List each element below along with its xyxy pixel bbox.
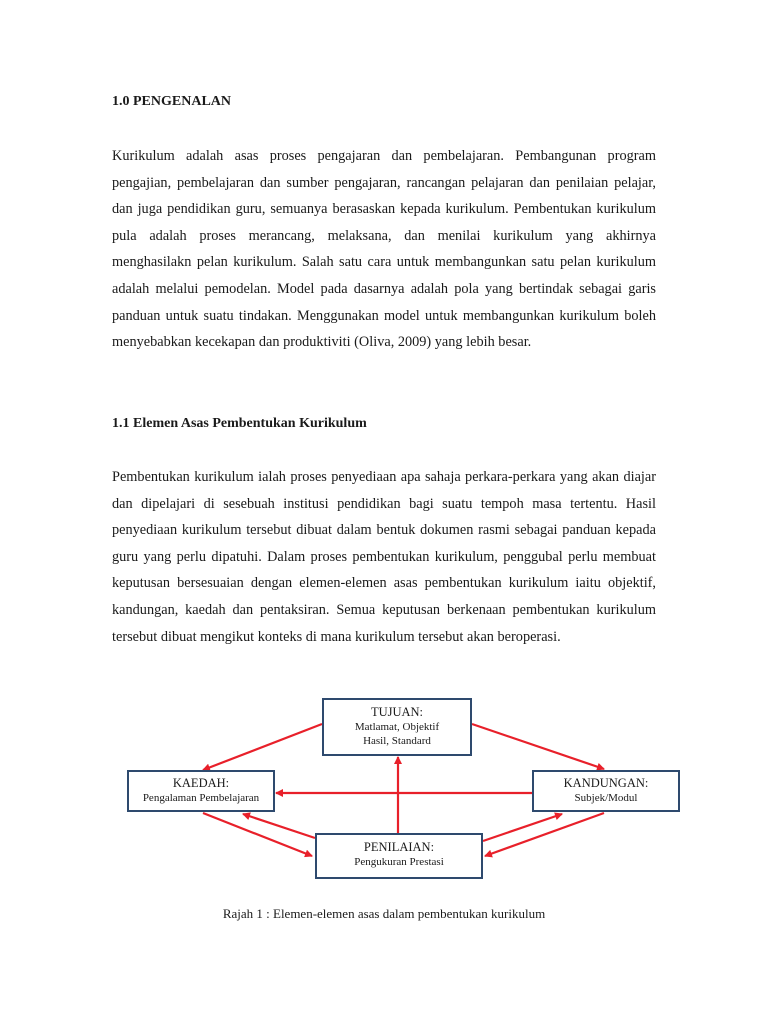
box-kandungan <box>532 770 680 812</box>
box-kandungan-line1: Subjek/Modul <box>574 792 638 804</box>
box-penilaian-line1: Pengukuran Prestasi <box>354 856 444 868</box>
arrow-tujuan-to-kaedah <box>203 724 322 770</box>
box-tujuan-line2: Hasil, Standard <box>363 735 431 747</box>
box-kaedah-line1: Pengalaman Pembelajaran <box>142 792 260 804</box>
box-kandungan-title: KANDUNGAN: <box>563 776 649 790</box>
box-kaedah-title: KAEDAH: <box>172 776 230 790</box>
arrow-tujuan-to-kandungan <box>472 724 604 769</box>
box-kaedah <box>127 770 275 812</box>
section-heading-elemen-asas: 1.1 Elemen Asas Pembentukan Kurikulum <box>112 416 367 431</box>
box-tujuan-line1: Matlamat, Objektif <box>354 721 440 733</box>
section-heading-pengenalan: 1.0 PENGENALAN <box>112 94 232 109</box>
box-penilaian-title: PENILAIAN: <box>363 840 435 854</box>
paragraph-pengenalan: Kurikulum adalah asas proses pengajaran dan pembelajaran. Pembangunan program pengajian, pembelajaran dan sumber pengajaran, rancangan pelajaran dan penilaian pelajar, dan juga pendidikan guru, semuanya berasaskan kepada kurikulum. Pembentukan kurikulum pula adalah proses merancang, melaksana, dan menilai kurikulum yang akhirnya menghasilakn pelan kurikulum. Salah satu cara untuk membangunkan satu pelan kurikulum adalah melalui pemodelan. Model pada dasarnya adalah pola yang bertindak sebagai garis panduan untuk suatu tindakan. Menggunakan model untuk membangunkan kurikulum boleh menyebabkan kecekapan dan produktiviti (Oliva, 2009) yang lebih besar. <box>112 148 656 351</box>
box-tujuan-title: TUJUAN: <box>370 705 424 719</box>
curriculum-elements-diagram <box>0 690 768 890</box>
box-tujuan <box>322 698 472 756</box>
figure-caption: Rajah 1 : Elemen-elemen asas dalam pembentukan kurikulum <box>222 906 546 921</box>
paragraph-elemen-asas: Pembentukan kurikulum ialah proses penyediaan apa sahaja perkara-perkara yang akan diajar dan dipelajari di sesebuah institusi pendidikan bagi suatu tempoh masa tertentu. Hasil penyediaan kurikulum tersebut dibuat dalam bentuk dokumen rasmi sebagai panduan kepada guru yang perlu dipatuhi. Dalam proses pembentukan kurikulum, penggubal perlu membuat keputusan bersesuaian dengan elemen-elemen asas pembentukan kurikulum iaitu objektif, kandungan, kaedah dan pentaksiran. Semua keputusan berkenaan pembentukan kurikulum tersebut dibuat mengikut konteks di mana kurikulum tersebut akan beroperasi. <box>112 469 656 645</box>
arrow-penilaian-to-kaedah <box>243 814 315 838</box>
box-penilaian <box>315 833 483 879</box>
arrow-penilaian-to-kandungan <box>483 814 562 841</box>
